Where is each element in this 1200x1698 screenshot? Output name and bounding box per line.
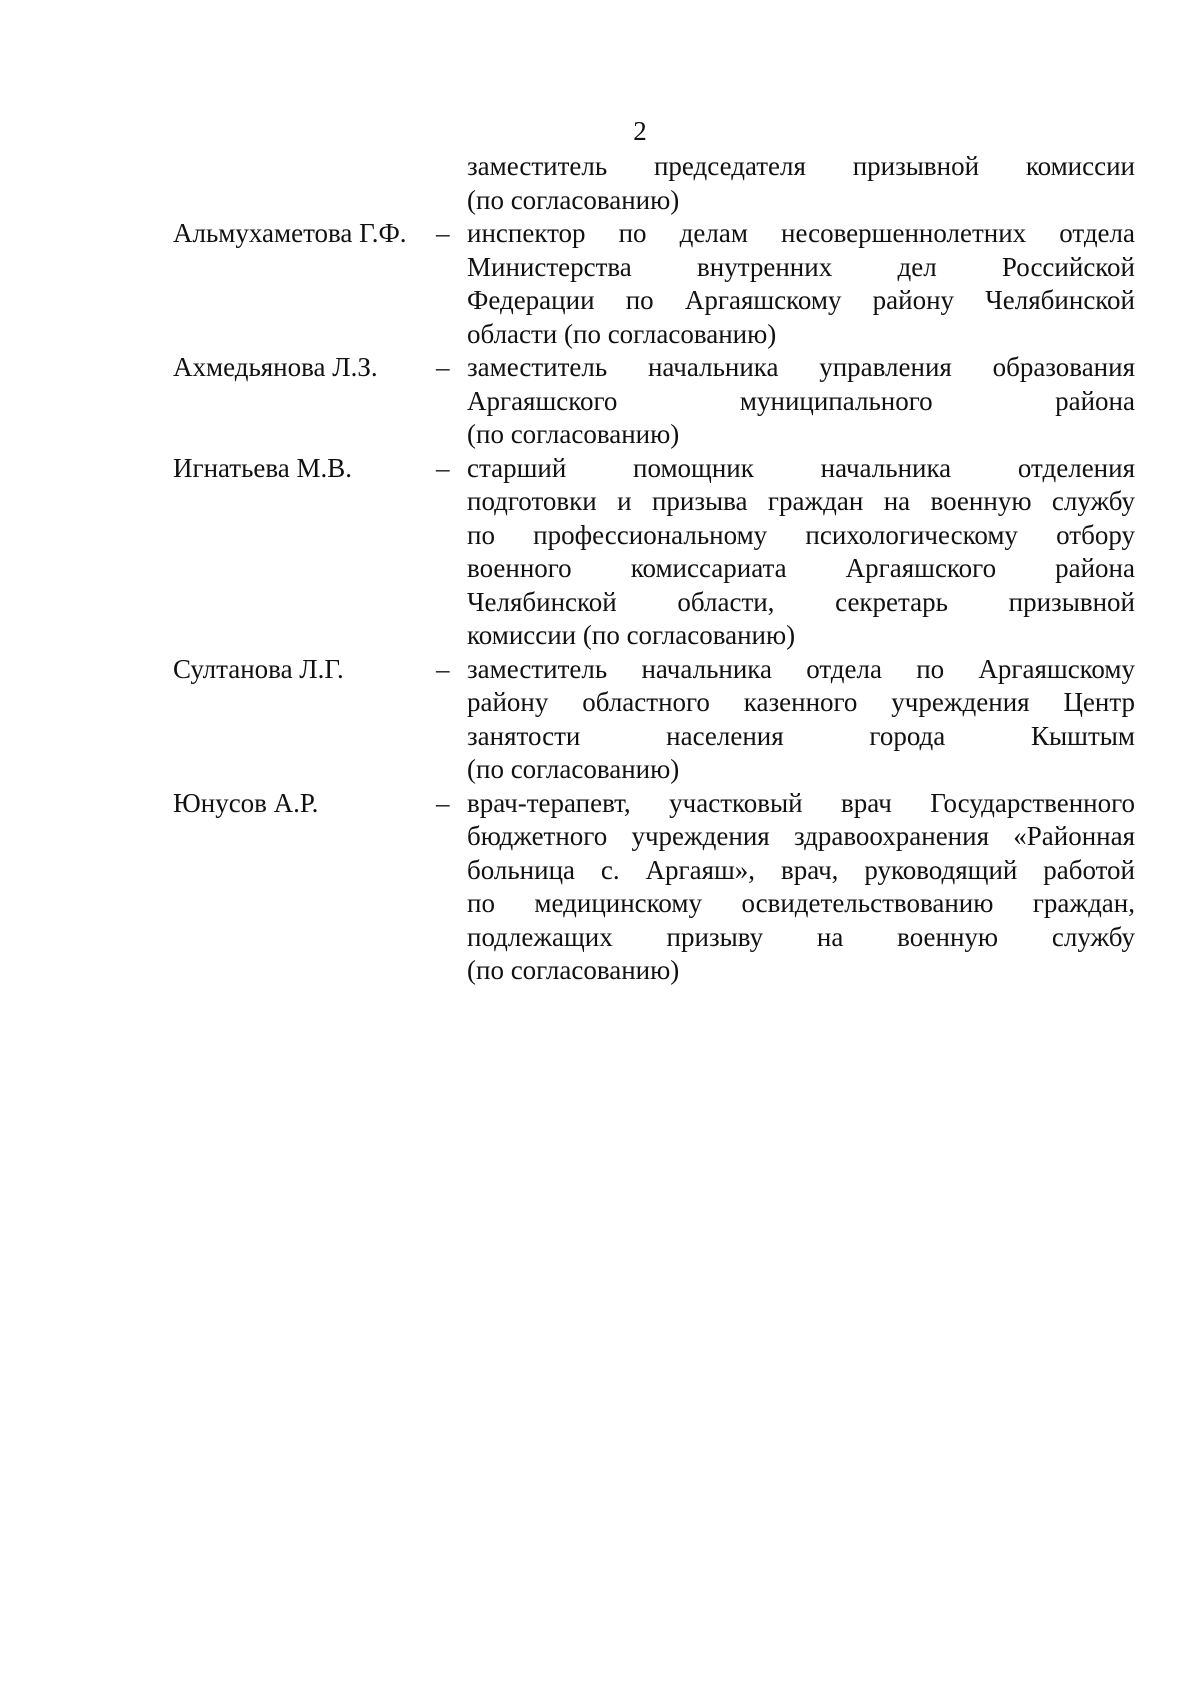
position-line: старший помощник начальника отделения — [467, 452, 1135, 483]
position-line: по профессиональному психологическому отбору — [467, 519, 1135, 550]
position-line: комиссии (по согласованию) — [467, 620, 796, 650]
member-entry — [0, 787, 1200, 988]
member-name: Юнусов А.Р. — [173, 787, 319, 818]
position-line: Министерства внутренних дел Российской — [467, 251, 1135, 282]
position-line: заместитель председателя призывной комиссии — [467, 151, 1135, 181]
member-position — [467, 217, 1135, 351]
member-name: Ахмедьянова Л.З. — [173, 352, 378, 382]
position-line: заместитель начальника управления образования — [467, 352, 1135, 382]
member-position — [467, 452, 1135, 653]
position-line: заместитель начальника отдела по Аргаяшскому — [467, 653, 1135, 684]
position-line: Федерации по Аргаяшскому району Челябинской — [467, 285, 1135, 315]
position-line: (по согласованию) — [467, 419, 680, 449]
dash-separator: – — [436, 452, 450, 483]
position-line: занятости населения города Кыштым — [467, 720, 1135, 751]
commission-members-list — [0, 150, 1200, 988]
position-line: врач-терапевт, участковый врач Государственного — [467, 787, 1135, 818]
position-line: подлежащих призыву на военную службу — [467, 921, 1135, 952]
position-line: области (по согласованию) — [467, 318, 777, 349]
position-line: подготовки и призыва граждан на военную службу — [467, 486, 1135, 516]
position-line: (по согласованию) — [467, 754, 680, 784]
position-line: по медицинскому освидетельствованию граждан, — [467, 888, 1135, 918]
position-line: (по согласованию) — [467, 184, 680, 215]
page-number: 2 — [633, 116, 647, 146]
position-line: военного комиссариата Аргаяшского района — [467, 553, 1135, 583]
member-position — [467, 653, 1135, 787]
position-line: больница с. Аргаяш», врач, руководящий работой — [467, 854, 1135, 885]
position-line: району областного казенного учреждения Центр — [467, 687, 1135, 717]
member-entry — [0, 217, 1200, 351]
member-name: Султанова Л.Г. — [173, 653, 344, 684]
dash-separator: – — [436, 653, 450, 684]
position-line: Челябинской области, секретарь призывной — [467, 586, 1135, 617]
member-entry — [0, 150, 1200, 217]
member-position — [467, 150, 1135, 217]
position-line: (по согласованию) — [467, 955, 680, 985]
member-position — [467, 787, 1135, 988]
member-name: Альмухаметова Г.Ф. — [173, 218, 407, 248]
member-entry — [0, 452, 1200, 653]
dash-separator: – — [436, 787, 450, 818]
dash-separator: – — [436, 352, 450, 382]
member-position — [467, 351, 1135, 452]
position-line: бюджетного учреждения здравоохранения «Районная — [467, 821, 1135, 851]
member-entry — [0, 653, 1200, 787]
dash-separator: – — [436, 218, 450, 248]
member-entry — [0, 351, 1200, 452]
position-line: Аргаяшского муниципального района — [467, 385, 1135, 416]
position-line: инспектор по делам несовершеннолетних отдела — [467, 218, 1135, 248]
member-name: Игнатьева М.В. — [173, 452, 353, 483]
